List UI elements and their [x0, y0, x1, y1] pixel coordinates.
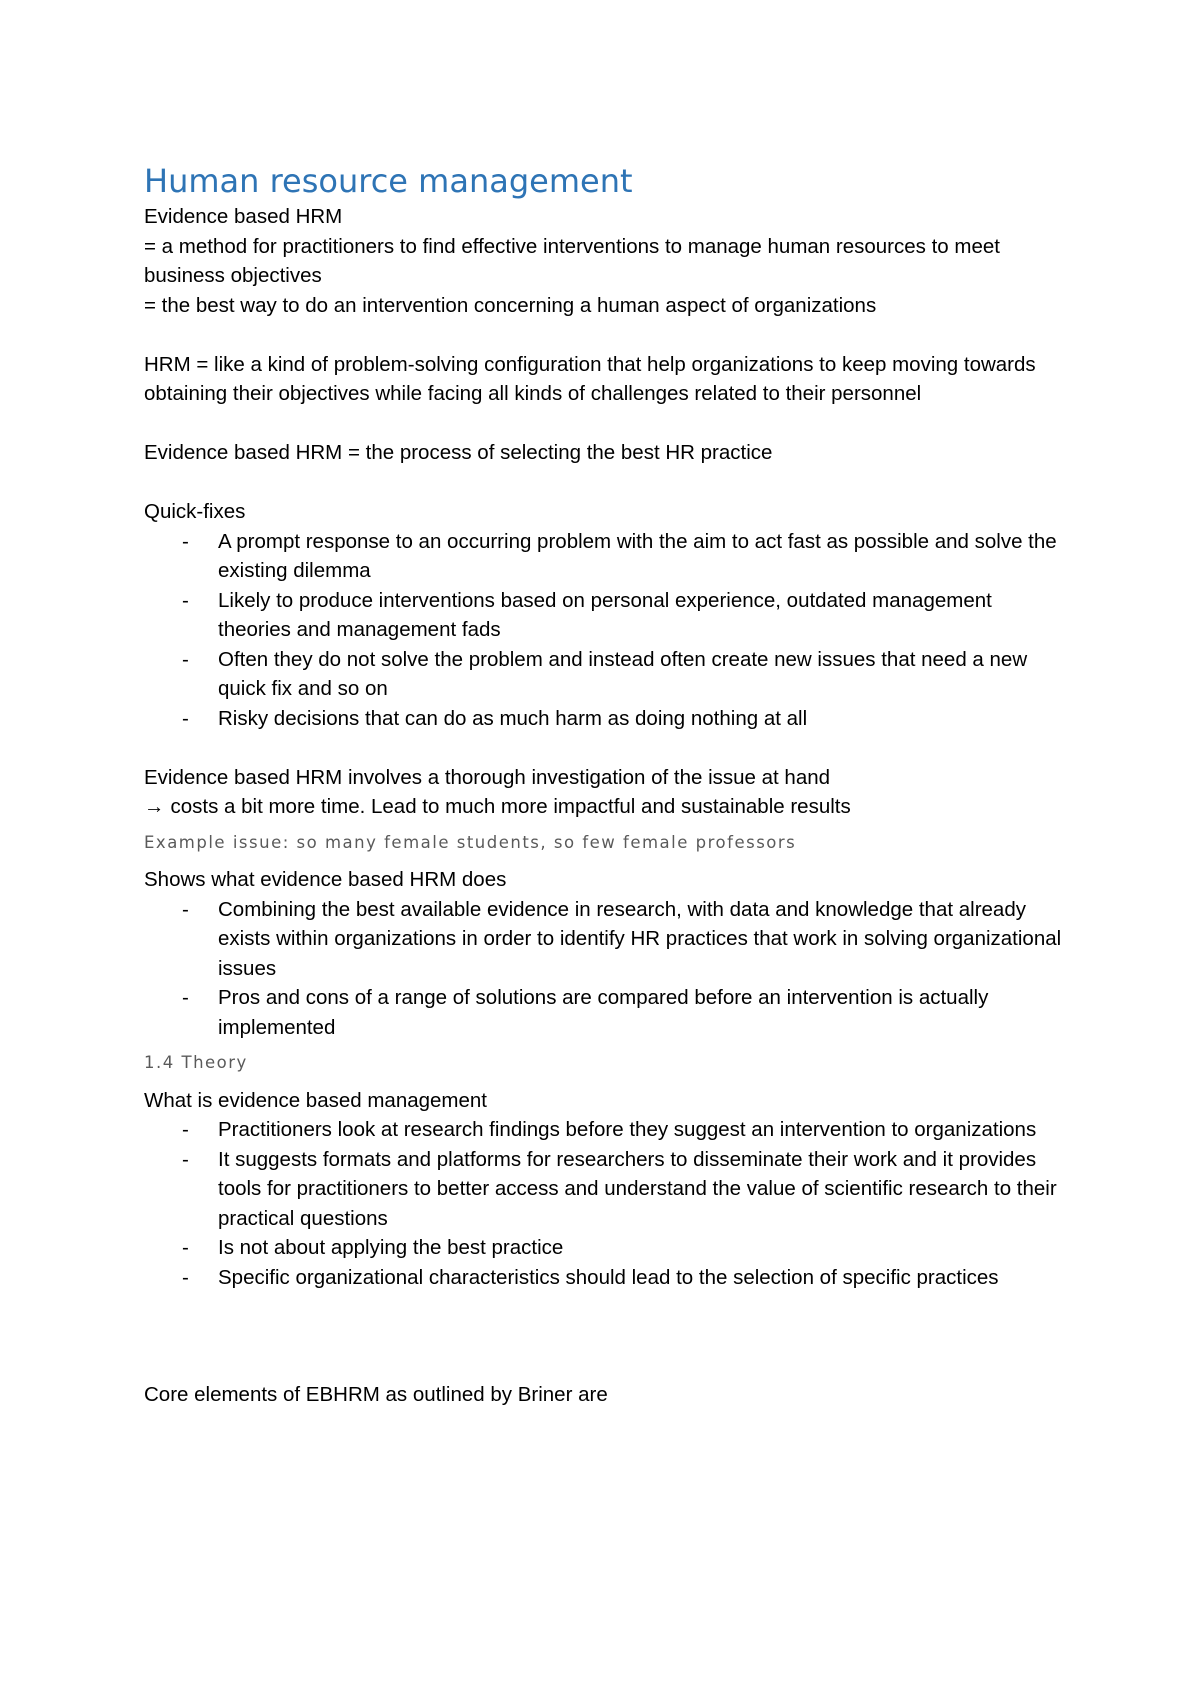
spacer [144, 1292, 1064, 1380]
quick-fixes-list [144, 527, 1064, 734]
page-title: Human resource management [144, 162, 633, 200]
quick-fixes-heading: Quick-fixes [144, 500, 246, 523]
list-item: - Often they do not solve the problem and instead often create new issues that need a new quick fix and so on [144, 645, 1064, 704]
intro-definition-1: = a method for practitioners to find effective interventions to manage human resources to meet business objectives [144, 234, 1000, 287]
example-list [144, 895, 1064, 1043]
theory-list [144, 1115, 1064, 1292]
investigation-result-text: costs a bit more time. Lead to much more impactful and sustainable results [170, 795, 851, 818]
list-item: - Risky decisions that can do as much harm as doing nothing at all [144, 704, 1064, 734]
document-page [144, 160, 1064, 1410]
theory-subtitle: 1.4 Theory [144, 1053, 248, 1072]
core-elements-line: Core elements of EBHRM as outlined by Briner are [144, 1383, 608, 1406]
spacer [144, 320, 1064, 350]
hrm-definition: HRM = like a kind of problem-solving configuration that help organizations to keep moving towards obtaining their objectives while facing all kinds of challenges related to their personnel [144, 352, 1036, 405]
spacer [144, 468, 1064, 498]
list-item: - Combining the best available evidence in research, with data and knowledge that already exists within organizations in order to identify HR practices that work in solving organizational issues [144, 895, 1064, 984]
spacer [144, 409, 1064, 439]
list-item: - Likely to produce interventions based on personal experience, outdated management theories and management fads [144, 586, 1064, 645]
example-heading: Shows what evidence based HRM does [144, 868, 507, 891]
list-item: - Specific organizational characteristics should lead to the selection of specific practices [144, 1263, 1064, 1293]
intro-definition-2: = the best way to do an intervention concerning a human aspect of organizations [144, 293, 877, 317]
investigation-line: Evidence based HRM involves a thorough investigation of the issue at hand [144, 765, 831, 789]
arrow-right-icon: → [144, 795, 165, 818]
list-item: - It suggests formats and platforms for researchers to disseminate their work and it provides tools for practitioners to better access and understand the value of scientific research to their practical questions [144, 1145, 1064, 1234]
intro-heading: Evidence based HRM [144, 205, 343, 228]
list-item: - Practitioners look at research findings before they suggest an intervention to organizations [144, 1115, 1064, 1145]
spacer [144, 733, 1064, 763]
list-item: - Pros and cons of a range of solutions are compared before an intervention is actually implemented [144, 983, 1064, 1042]
list-item: - A prompt response to an occurring problem with the aim to act fast as possible and solve the existing dilemma [144, 527, 1064, 586]
example-subtitle: Example issue: so many female students, so few female professors [144, 832, 797, 852]
theory-heading: What is evidence based management [144, 1088, 488, 1112]
ebhrm-definition: Evidence based HRM = the process of selecting the best HR practice [144, 441, 773, 464]
list-item: - Is not about applying the best practice [144, 1233, 1064, 1263]
investigation-result [144, 792, 1064, 822]
